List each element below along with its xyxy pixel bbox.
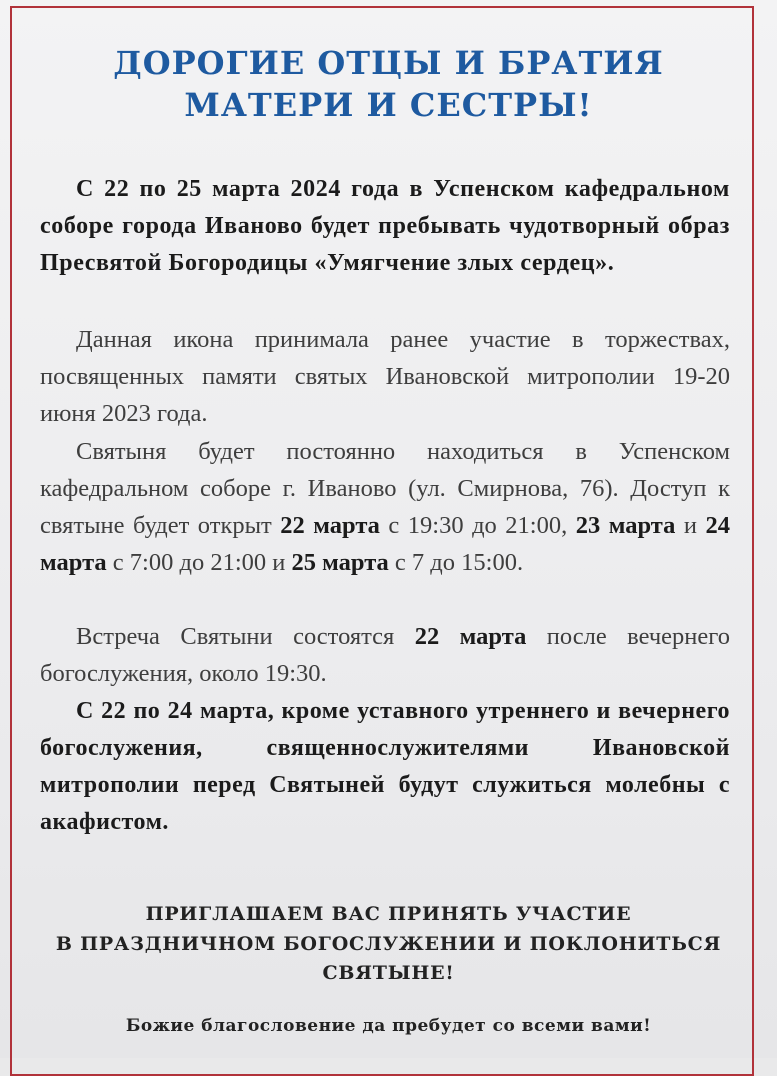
invitation-line-1: ПРИГЛАШАЕМ ВАС ПРИНЯТЬ УЧАСТИЕ (145, 903, 632, 925)
access-and: и (675, 512, 706, 539)
announcement-paragraph: С 22 по 25 марта 2024 года в Успенском кафедральном соборе города Иваново будет пребывать чудотворный образ Пресвятой Богородицы «Умягчение злых сердец». (40, 176, 730, 276)
access-date-2: 23 марта (575, 512, 676, 539)
access-time-2: с 7:00 до 21:00 и (106, 549, 292, 576)
title-line-2: МАТЕРИ И СЕСТРЫ! (184, 86, 593, 124)
blessing-footer: Божие благословение да пребудет со всеми вами! (125, 1016, 652, 1036)
access-date-3: 24 марта (40, 512, 730, 576)
meeting-intro: Встреча Святыни состоятся (76, 623, 415, 650)
meeting-date: 22 марта (414, 623, 527, 650)
access-date-1: 22 марта (280, 512, 380, 539)
history-paragraph: Данная икона принимала ранее участие в торжествах, посвященных памяти святых Ивановской митрополии 19-20 июня 2023 года. (40, 326, 730, 427)
access-time-3: с 7 до 15:00. (388, 549, 524, 576)
access-intro: Святыня будет постоянно находиться в Успенском кафедральном соборе г. Иваново (ул. Смирнова, 76). Доступ к святыне будет открыт (40, 438, 730, 539)
invitation-line-2: В ПРАЗДНИЧНОМ БОГОСЛУЖЕНИИ И ПОКЛОНИТЬСЯ (55, 933, 722, 955)
access-date-4: 25 марта (291, 549, 389, 576)
access-time-1: с 19:30 до 21:00, (379, 512, 576, 539)
services-paragraph: С 22 по 24 марта, кроме уставного утреннего и вечернего богослужения, священнослужителями Ивановской митрополии перед Святыней будут служиться молебны с акафистом. (40, 698, 730, 835)
meeting-rest: после вечернего богослужения, около 19:30. (40, 623, 730, 687)
meeting-paragraph (40, 618, 730, 692)
title-line-1: ДОРОГИЕ ОТЦЫ И БРАТИЯ (113, 44, 664, 82)
access-paragraph (40, 433, 730, 581)
invitation-line-3: СВЯТЫНЕ! (322, 962, 455, 984)
